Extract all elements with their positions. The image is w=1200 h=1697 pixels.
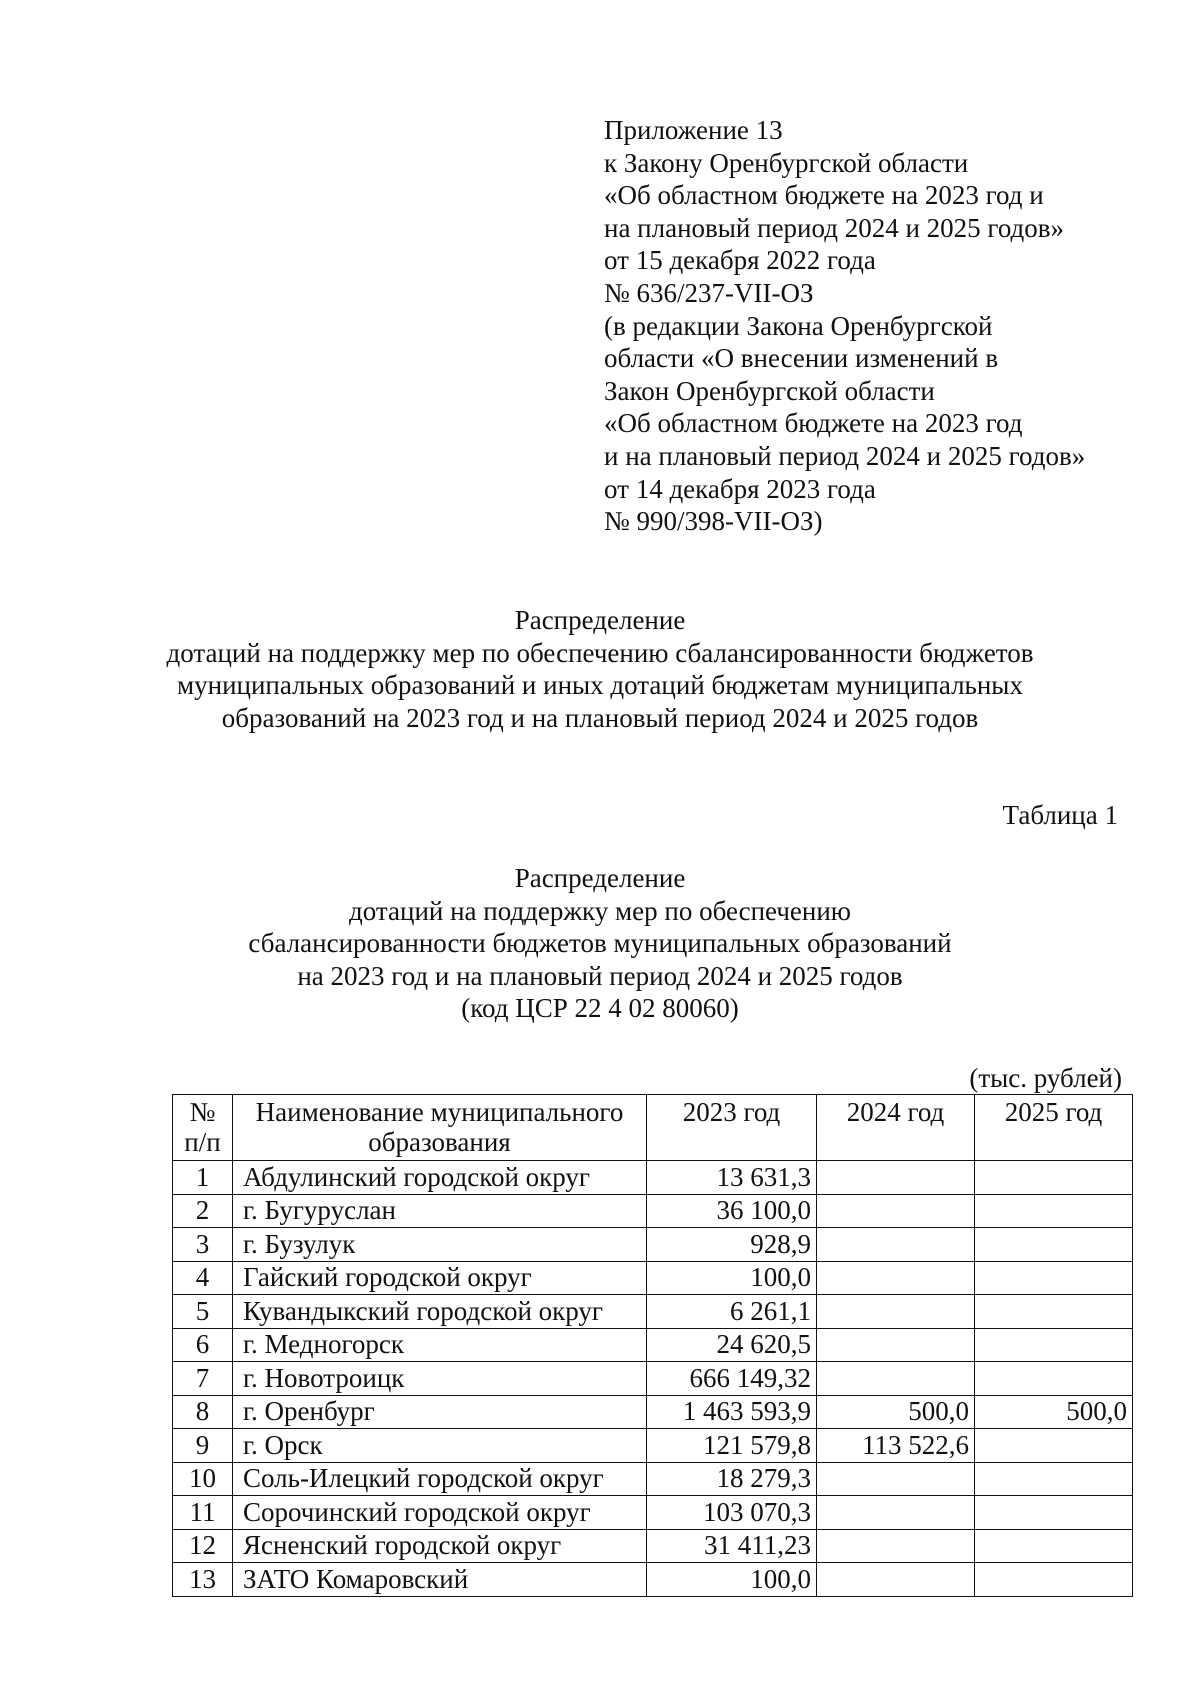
header-name-line1: Наименование муниципального [255,1097,624,1127]
table-row [173,1395,1133,1429]
row-number: 3 [173,1228,233,1262]
appendix-line: Закон Оренбургской области [604,375,935,406]
header-number-line2: п/п [184,1127,221,1157]
header-2023: 2023 год [647,1095,817,1161]
row-number: 13 [173,1563,233,1597]
table-row [173,1496,1133,1530]
row-number: 8 [173,1395,233,1429]
row-2024: 113 522,6 [817,1429,975,1463]
row-name: Абдулинский городской округ [233,1161,647,1195]
table-title-line: дотаций на поддержку мер по обеспечению [349,895,851,926]
table-row [173,1295,1133,1329]
table-title-line: сбалансированности бюджетов муниципальных образований [248,928,952,959]
table-title-line: на 2023 год и на плановый период 2024 и 2025 годов [297,960,903,991]
distribution-table [172,1094,1133,1597]
row-2025 [975,1194,1133,1228]
row-number: 1 [173,1161,233,1195]
row-2025 [975,1529,1133,1563]
row-2024 [817,1496,975,1530]
units-note: (тыс. рублей) [969,1063,1122,1093]
row-2024 [817,1295,975,1329]
header-name [233,1095,647,1161]
row-2024 [817,1161,975,1195]
row-2024 [817,1462,975,1496]
row-number: 7 [173,1362,233,1396]
row-2025 [975,1462,1133,1496]
header-name-line2: образования [368,1127,511,1157]
table-row [173,1362,1133,1396]
table-row [173,1161,1133,1195]
appendix-header [604,114,1164,538]
table-row [173,1261,1133,1295]
row-2025 [975,1161,1133,1195]
main-title [100,604,1100,734]
row-2023: 6 261,1 [647,1295,817,1329]
header-number-line1: № [189,1097,216,1127]
main-title-line: Распределение [514,605,686,635]
row-number: 4 [173,1261,233,1295]
row-number: 5 [173,1295,233,1329]
row-2023: 100,0 [647,1563,817,1597]
table-row [173,1563,1133,1597]
row-number: 11 [173,1496,233,1530]
row-2023: 1 463 593,9 [647,1395,817,1429]
row-2023: 666 149,32 [647,1362,817,1396]
table-row [173,1529,1133,1563]
table-row [173,1228,1133,1262]
header-2025: 2025 год [975,1095,1133,1161]
main-title-line: муниципальных образований и иных дотаций бюджетам муниципальных [177,670,1023,701]
row-number: 2 [173,1194,233,1228]
row-2023: 928,9 [647,1228,817,1262]
row-2023: 100,0 [647,1261,817,1295]
row-name: г. Бугуруслан [233,1194,647,1228]
table-row [173,1328,1133,1362]
row-2024 [817,1328,975,1362]
table-title [100,862,1100,1025]
row-2023: 18 279,3 [647,1462,817,1496]
row-2023: 24 620,5 [647,1328,817,1362]
row-name: Ясненский городской округ [233,1529,647,1563]
table-title-line: (код ЦСР 22 4 02 80060) [461,993,739,1024]
row-number: 12 [173,1529,233,1563]
row-name: г. Медногорск [233,1328,647,1362]
appendix-line: и на плановый период 2024 и 2025 годов» [604,440,1086,471]
appendix-line: «Об областном бюджете на 2023 год и [604,180,1044,211]
row-number: 9 [173,1429,233,1463]
row-name: г. Орск [233,1429,647,1463]
row-name: г. Оренбург [233,1395,647,1429]
header-number [173,1095,233,1161]
row-2023: 121 579,8 [647,1429,817,1463]
row-2025 [975,1328,1133,1362]
appendix-line: «Об областном бюджете на 2023 год [604,408,1023,439]
row-name: Соль-Илецкий городской округ [233,1462,647,1496]
row-2025 [975,1228,1133,1262]
row-2025 [975,1295,1133,1329]
row-name: Сорочинский городской округ [233,1496,647,1530]
row-2024 [817,1194,975,1228]
row-2023: 103 070,3 [647,1496,817,1530]
appendix-line: к Закону Оренбургской области [604,147,969,178]
table-row [173,1429,1133,1463]
row-name: ЗАТО Комаровский [233,1563,647,1597]
row-2025 [975,1496,1133,1530]
row-name: г. Новотроицк [233,1362,647,1396]
row-2023: 36 100,0 [647,1194,817,1228]
row-2025 [975,1261,1133,1295]
row-number: 6 [173,1328,233,1362]
appendix-line: от 14 декабря 2023 года [604,473,876,504]
table-row [173,1462,1133,1496]
appendix-line: № 636/237-VII-ОЗ [604,277,814,308]
table-label: Таблица 1 [1002,800,1118,830]
appendix-line: области «О внесении изменений в [604,343,999,374]
row-2024 [817,1362,975,1396]
row-name: г. Бузулук [233,1228,647,1262]
row-2024 [817,1228,975,1262]
row-number: 10 [173,1462,233,1496]
appendix-line: № 990/398-VII-ОЗ) [604,506,823,537]
row-2025 [975,1563,1133,1597]
row-name: Гайский городской округ [233,1261,647,1295]
row-2025: 500,0 [975,1395,1133,1429]
appendix-line: на плановый период 2024 и 2025 годов» [604,212,1065,243]
row-2025 [975,1429,1133,1463]
row-2024 [817,1529,975,1563]
appendix-line: Приложение 13 [604,115,783,145]
row-2023: 13 631,3 [647,1161,817,1195]
row-2024 [817,1563,975,1597]
main-title-line: дотаций на поддержку мер по обеспечению сбалансированности бюджетов [166,637,1034,668]
row-2023: 31 411,23 [647,1529,817,1563]
table-header-row [173,1095,1133,1161]
table-title-line: Распределение [514,863,686,893]
table-row [173,1194,1133,1228]
row-2024: 500,0 [817,1395,975,1429]
main-title-line: образований на 2023 год и на плановый период 2024 и 2025 годов [221,702,979,733]
header-2024: 2024 год [817,1095,975,1161]
row-name: Кувандыкский городской округ [233,1295,647,1329]
row-2024 [817,1261,975,1295]
appendix-line: (в редакции Закона Оренбургской [604,310,993,341]
appendix-line: от 15 декабря 2022 года [604,245,876,276]
row-2025 [975,1362,1133,1396]
